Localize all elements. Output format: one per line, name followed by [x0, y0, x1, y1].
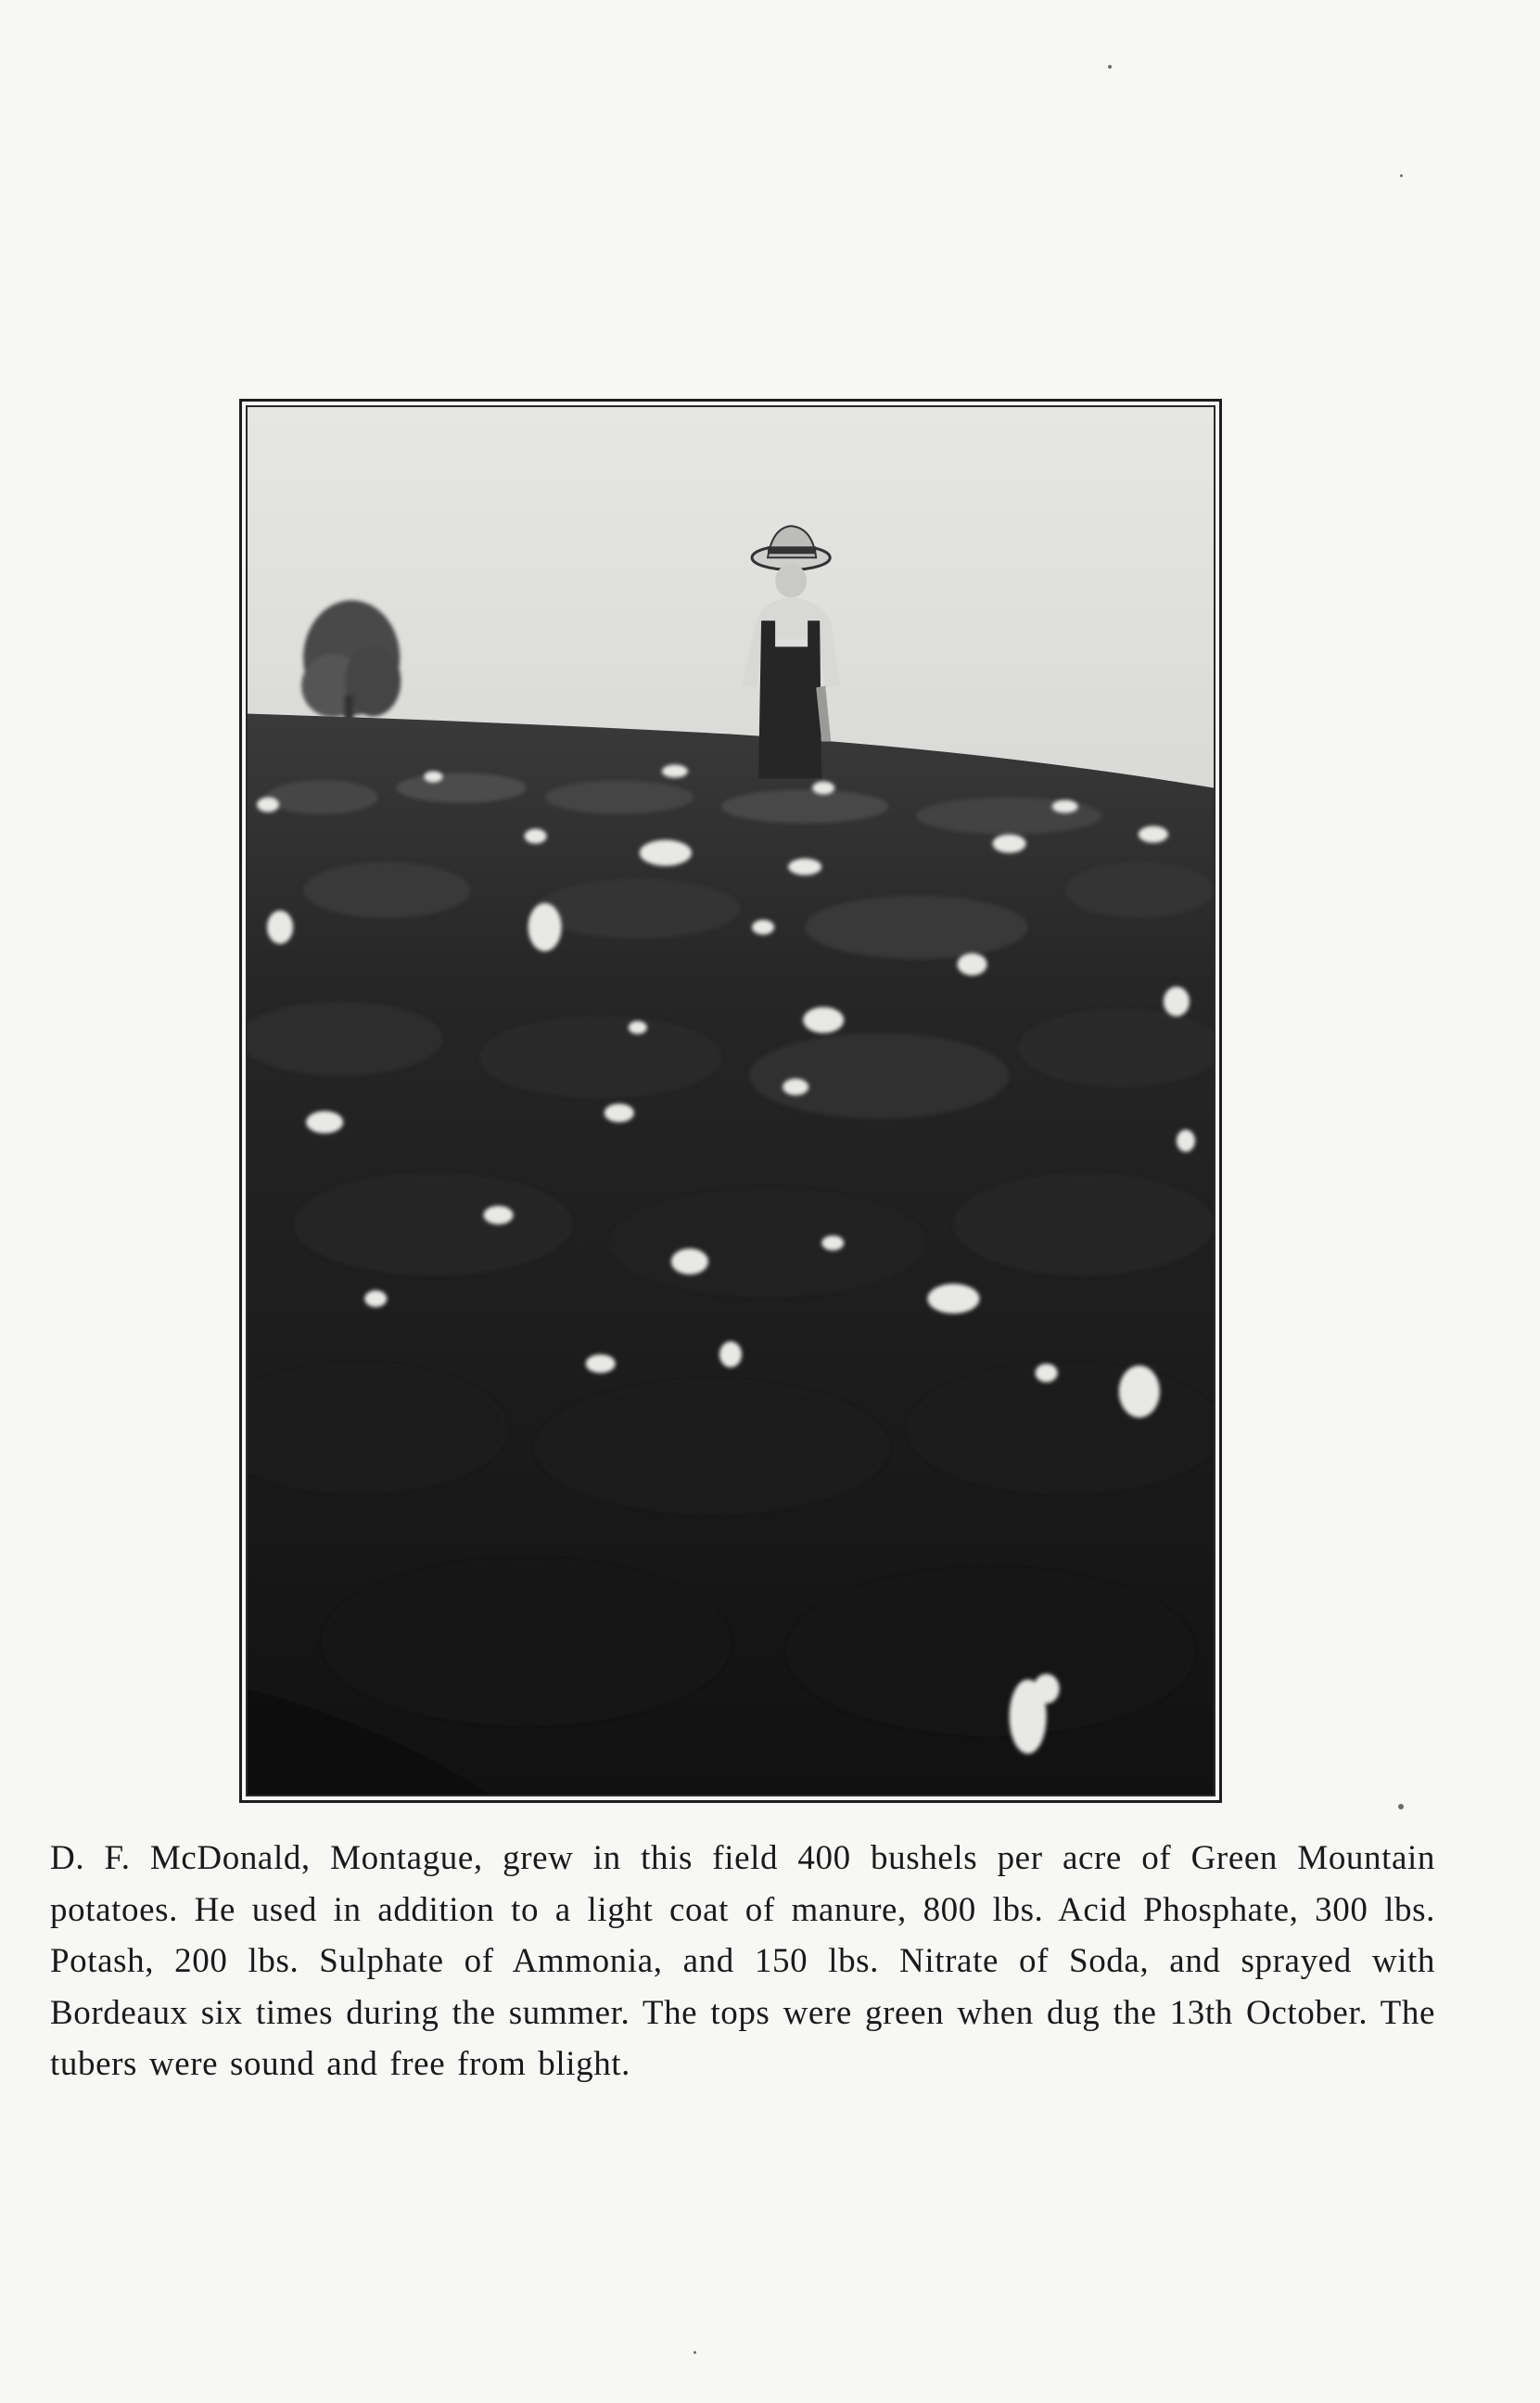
- field-photograph: [246, 405, 1215, 1796]
- print-speck: [694, 2351, 696, 2354]
- photo-caption: [50, 1833, 1435, 2090]
- print-speck: [1108, 65, 1112, 69]
- print-speck: [1398, 1804, 1404, 1809]
- photo-frame: [239, 399, 1222, 1803]
- potato-field-image: [248, 407, 1214, 1795]
- print-speck: [1400, 174, 1403, 177]
- caption-text: D. F. McDonald, Montague, grew in this field 400 bushels per acre of Green Mountain potatoes. He used in addition to a light coat of manure, 800 lbs. Acid Phosphate, 300 lbs. Potash, 200 lbs. Sulphate of Ammonia, and 150 lbs. Nitrate of Soda, and sprayed with Bordeaux six times during the summer. The tops were green when dug the 13th October. The tubers were sound and free from blight.: [50, 1839, 1435, 2083]
